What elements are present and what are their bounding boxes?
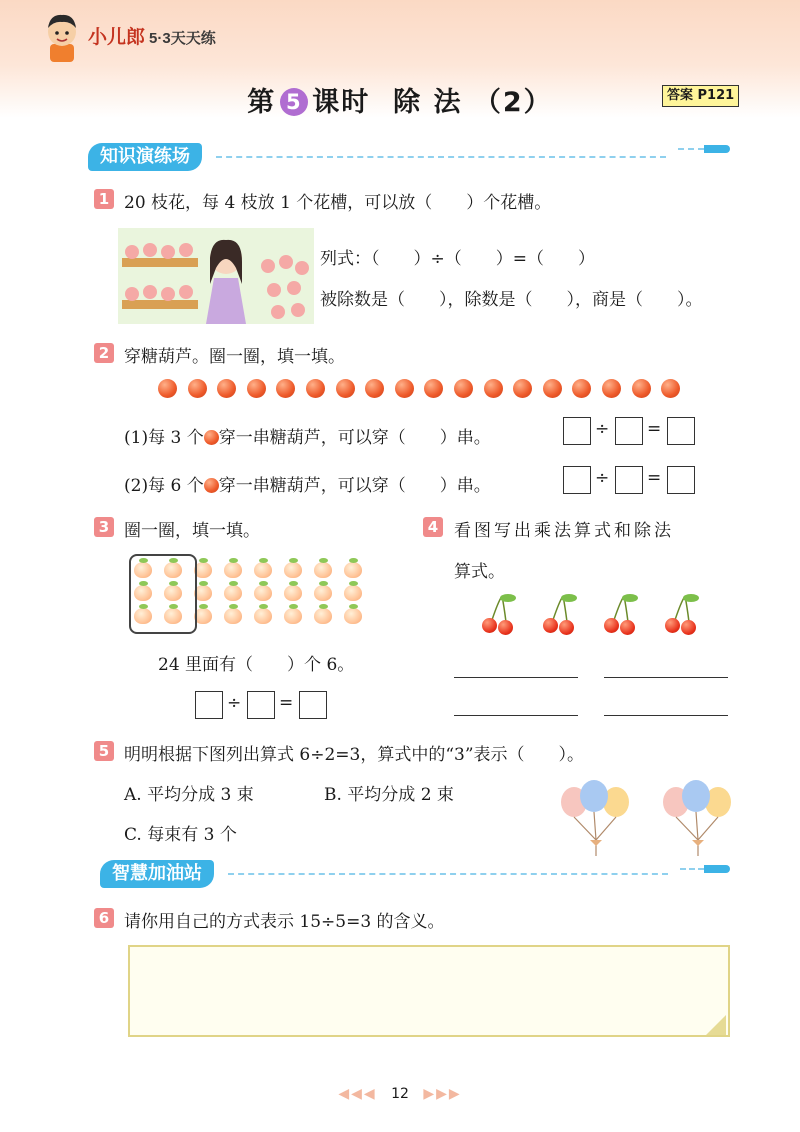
cherry-groups	[478, 592, 718, 638]
peach-circle-example	[129, 554, 197, 634]
option-a[interactable]: A. 平均分成 3 束	[124, 785, 254, 805]
candy-ball-icon	[454, 379, 473, 398]
balloon-bunch-icon	[660, 780, 736, 858]
division-boxes-q3: ÷ =	[195, 691, 335, 721]
answer-box[interactable]	[667, 417, 695, 445]
question-number: 2	[94, 343, 114, 363]
cherry-pair-icon	[539, 592, 583, 636]
answer-box[interactable]	[247, 691, 275, 719]
brand-logo: 小儿郎 5·3天天练	[88, 27, 216, 48]
answer-box[interactable]	[615, 466, 643, 494]
option-c[interactable]: C. 每束有 3 个	[124, 825, 237, 845]
peach-icon	[254, 608, 272, 624]
page-curl-icon	[706, 1015, 726, 1035]
peach-icon	[284, 585, 302, 601]
flower-girl-illustration	[118, 228, 314, 324]
peach-icon	[314, 585, 332, 601]
cherry-pair-icon	[600, 592, 644, 636]
candy-ball-icon	[513, 379, 532, 398]
question-3-text: 圈一圈，填一填。	[124, 521, 260, 541]
candy-ball-icon	[188, 379, 207, 398]
candy-ball-icon	[204, 478, 219, 493]
pencil-icon	[704, 865, 730, 873]
question-4-text: 看图写出乘法算式和除法	[454, 521, 674, 541]
question-2-part-2: (2)每 6 个 穿一串糖葫芦，可以穿（ ）串。	[124, 476, 491, 496]
balloon-bunch-icon	[558, 780, 634, 858]
answer-line[interactable]	[604, 677, 728, 678]
answer-box[interactable]	[563, 466, 591, 494]
section-wisdom-label: 智慧加油站	[100, 860, 214, 888]
question-number: 6	[94, 908, 114, 928]
peach-icon	[254, 562, 272, 578]
candy-ball-icon	[158, 379, 177, 398]
question-4-text-cont: 算式。	[454, 562, 505, 582]
question-number: 4	[423, 517, 443, 537]
answer-box[interactable]	[299, 691, 327, 719]
answer-box[interactable]	[667, 466, 695, 494]
question-5-text: 明明根据下图列出算式 6÷2=3，算式中的“3”表示（ ）。	[124, 745, 585, 765]
peach-icon	[224, 562, 242, 578]
candy-ball-icon	[217, 379, 236, 398]
peach-icon	[254, 585, 272, 601]
division-boxes-row-1: ÷ =	[563, 417, 703, 447]
candy-ball-row	[158, 379, 698, 399]
question-6-text: 请你用自己的方式表示 15÷5=3 的含义。	[124, 912, 445, 932]
candy-ball-icon	[661, 379, 680, 398]
peach-icon	[314, 608, 332, 624]
option-b[interactable]: B. 平均分成 2 束	[324, 785, 454, 805]
answer-box[interactable]	[195, 691, 223, 719]
peach-icon	[284, 608, 302, 624]
answer-writing-area[interactable]	[128, 945, 730, 1037]
peach-icon	[344, 562, 362, 578]
candy-ball-icon	[306, 379, 325, 398]
candy-ball-icon	[632, 379, 651, 398]
candy-ball-icon	[543, 379, 562, 398]
answer-box[interactable]	[615, 417, 643, 445]
question-2-part-1: (1)每 3 个 穿一串糖葫芦，可以穿（ ）串。	[124, 428, 491, 448]
candy-ball-icon	[484, 379, 503, 398]
peach-icon	[224, 585, 242, 601]
peach-icon	[224, 608, 242, 624]
question-number: 3	[94, 517, 114, 537]
section-divider	[680, 868, 704, 870]
page-title: 第 5 课时 除 法 （2）	[247, 87, 553, 118]
section-divider	[228, 873, 668, 875]
answer-line[interactable]	[454, 715, 578, 716]
question-1-equation: 列式：（ ）÷（ ）=（ ）	[320, 249, 595, 269]
section-divider	[216, 156, 666, 158]
answer-line[interactable]	[604, 715, 728, 716]
answer-box[interactable]	[563, 417, 591, 445]
question-3-fill: 24 里面有（ ）个 6。	[158, 655, 355, 675]
peach-icon	[344, 585, 362, 601]
pencil-icon	[704, 145, 730, 153]
question-number: 5	[94, 741, 114, 761]
peach-icon	[344, 608, 362, 624]
candy-ball-icon	[204, 430, 219, 445]
candy-ball-icon	[572, 379, 591, 398]
cherry-pair-icon	[478, 592, 522, 636]
section-divider	[678, 148, 704, 150]
lesson-number-badge: 5	[280, 88, 308, 116]
question-number: 1	[94, 189, 114, 209]
peach-icon	[284, 562, 302, 578]
answer-line[interactable]	[454, 677, 578, 678]
candy-ball-icon	[365, 379, 384, 398]
question-2-text: 穿糖葫芦。圈一圈，填一填。	[124, 347, 345, 367]
division-boxes-row-2: ÷ =	[563, 466, 703, 496]
question-1-text: 20 枝花，每 4 枝放 1 个花槽，可以放（ ）个花槽。	[124, 193, 552, 213]
candy-ball-icon	[395, 379, 414, 398]
section-practice-label: 知识演练场	[88, 143, 202, 171]
peach-icon	[314, 562, 332, 578]
candy-ball-icon	[247, 379, 266, 398]
page-number: ◀◀◀ 12 ▶▶▶	[338, 1086, 462, 1102]
candy-ball-icon	[276, 379, 295, 398]
candy-ball-icon	[336, 379, 355, 398]
cherry-pair-icon	[661, 592, 705, 636]
candy-ball-icon	[602, 379, 621, 398]
candy-ball-icon	[424, 379, 443, 398]
answer-reference: 答案 P121	[662, 85, 739, 107]
mascot-icon	[40, 10, 84, 62]
question-1-terms: 被除数是（ ），除数是（ ），商是（ ）。	[320, 290, 703, 310]
